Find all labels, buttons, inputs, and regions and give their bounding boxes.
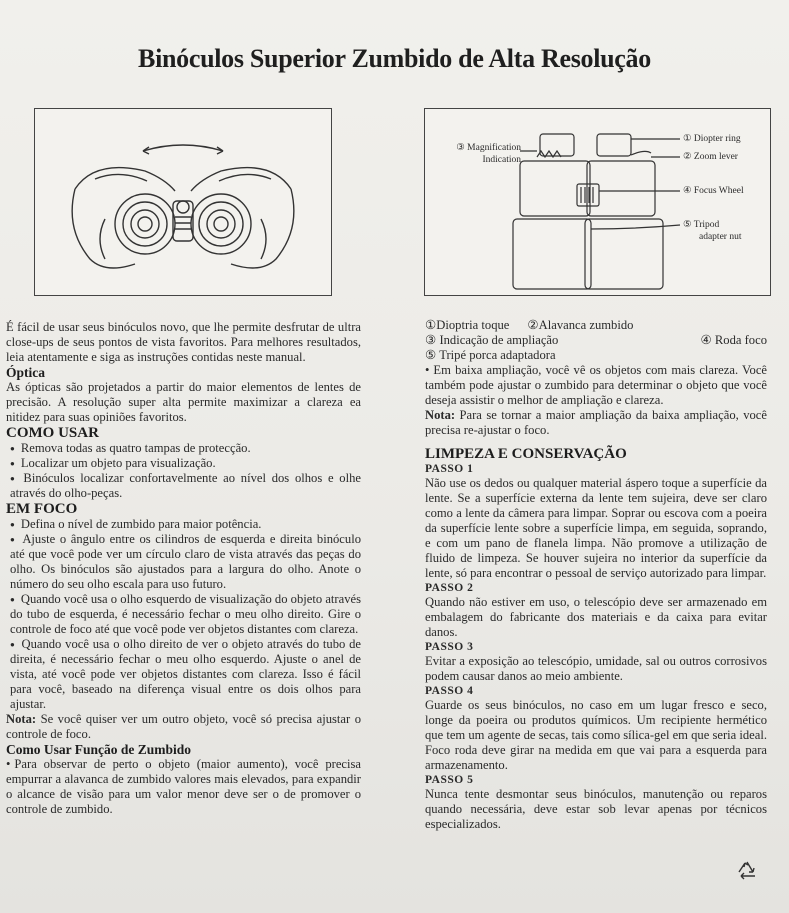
optica-text: As ópticas são projetados a partir do maior elementos de lentes de precisão. A resolução super alta permite maximizar a clareza ea nitidez para suas opiniões favoritos.: [6, 380, 361, 424]
como-usar-heading: COMO USAR: [6, 425, 99, 441]
intro-text: É fácil de usar seus binóculos novo, que lhe permite desfrutar de ultra close-ups de seus pontos de vista favoritos. Para melhores resultados, leia atentamente e siga as instruções contidas neste manual.: [6, 320, 361, 364]
em-foco-item: ● Quando você usa o olho direito de ver o objeto através do tubo de direita, é necessário fechar o meu olho esquerdo. Ajuste o anel de vista, até você pode ver objetos distantes com clareza. Isso é fácil para você, baseado na diferença visual entre os dois olhos para ajustar.: [6, 637, 361, 712]
nota-right: [425, 408, 767, 438]
nota-label: Nota:: [6, 712, 37, 726]
em-foco-item: ● Defina o nível de zumbido para maior potência.: [6, 517, 361, 532]
legend-focus: ④ Roda foco: [700, 333, 767, 347]
right-column: [425, 318, 767, 832]
passo5-heading: PASSO 5: [425, 774, 474, 786]
label-diopter: ① Diopter ring: [683, 134, 741, 144]
nota-left: [6, 712, 361, 742]
limpeza-heading: LIMPEZA E CONSERVAÇÃO: [425, 446, 627, 462]
passo3-text: Evitar a exposição ao telescópio, umidade, sal ou outros corrosivos podem causar danos ao meio ambiente.: [425, 654, 767, 683]
label-magnification: ③ Magnification: [456, 143, 521, 153]
em-foco-item: ● Quando você usa o olho esquerdo de visualização do objeto através do tubo de esquerda, é necessário fechar o meu olho direito. Gire o controle de foco até que você pode ver objetos distantes com clareza.: [6, 592, 361, 637]
legend-diopter: ①Dioptria toque: [425, 318, 510, 332]
label-focus: ④ Focus Wheel: [683, 186, 744, 196]
em-foco-heading: EM FOCO: [6, 501, 78, 517]
optica-heading: Óptica: [6, 365, 45, 380]
passo5-text: Nunca tente desmontar seus binóculos, manutenção ou reparos quando necessária, deve estar sob levar apenas por técnicos especializados.: [425, 787, 767, 831]
label-tripod-nut: adapter nut: [699, 232, 742, 242]
passo3-heading: PASSO 3: [425, 641, 474, 653]
zoom-heading: Como Usar Função de Zumbido: [6, 742, 192, 757]
binocular-parts-diagram: [424, 108, 771, 296]
legend-magnification: ③ Indicação de ampliação: [425, 333, 559, 347]
left-column: [6, 320, 361, 817]
passo1-text: Não use os dedos ou qualquer material áspero toque a superfície da lente. Se a superfície externa da lente tem sujeira, deve ser claro como a lente da câmera para limpar. Soprar ou escova com a poeira da superfície lente sobre a superfície limpa, em seguida, soprando, e com um pano de flanela limpa. Não promove a utilização de fluido de limpeza. Se houver sujeira no interior da superfície da lente, só para encontrar o pessoal de serviço autorizado para limpar.: [425, 476, 767, 580]
passo1-heading: PASSO 1: [425, 463, 474, 475]
label-indication: Indication: [482, 155, 521, 165]
binocular-usage-illustration: [34, 108, 332, 296]
como-usar-item: ● Binóculos localizar confortavelmente ao nível dos olhos e olhe através do olho-peças.: [6, 471, 361, 501]
label-tripod: ⑤ Tripod: [683, 220, 720, 230]
como-usar-item: ● Localizar um objeto para visualização.: [6, 456, 361, 471]
como-usar-item: ● Remova todas as quatro tampas de protecção.: [6, 441, 361, 456]
nota-label: Nota:: [425, 408, 456, 422]
passo4-heading: PASSO 4: [425, 685, 474, 697]
em-foco-item: ● Ajuste o ângulo entre os cilindros de esquerda e direita binóculo até que você pode ver um círculo claro de vista através das peças do olho. Os binóculos são ajustados para a largura do olho. Anote o número do seu olho escala para uso futuro.: [6, 532, 361, 592]
zoom-text: • Para observar de perto o objeto (maior aumento), você precisa empurrar a alavanca de zumbido valores mais elevados, para expandir o alcance de visão para um valor menor deve ser o de promover o controle de zumbido.: [6, 757, 361, 817]
passo2-text: Quando não estiver em uso, o telescópio deve ser armazenado em embalagem do fabricante dos materiais e da caixa para evitar danos.: [425, 595, 767, 639]
hands-binoculars-icon: [35, 109, 331, 295]
nota-text: Se você quiser ver um outro objeto, você só precisa ajustar o controle de foco.: [6, 712, 361, 741]
nota-text: Para se tornar a maior ampliação da baixa ampliação, você precisa re-ajustar o foco.: [425, 408, 767, 437]
recycle-icon: [733, 858, 761, 886]
page-title: Binóculos Superior Zumbido de Alta Resolução: [138, 44, 651, 73]
passo2-heading: PASSO 2: [425, 582, 474, 594]
label-zoom: ② Zoom lever: [683, 152, 738, 162]
legend-zoom: ②Alavanca zumbido: [527, 318, 634, 332]
baixa-text: • Em baixa ampliação, você vê os objetos com mais clareza. Você também pode ajustar o zumbido para determinar o objeto que você deseja assistir o melhor de ampliação e clareza.: [425, 363, 767, 408]
legend-tripod: ⑤ Tripé porca adaptadora: [425, 348, 556, 362]
passo4-text: Guarde os seus binóculos, no caso em um lugar fresco e seco, longe da poeira ou produtos químicos. Um recipiente hermético que tem um agente de secas, tais como sílica-gel em que seria ideal. Foco roda deve girar na medida em que vai para a esquerda para armazenamento.: [425, 698, 767, 772]
